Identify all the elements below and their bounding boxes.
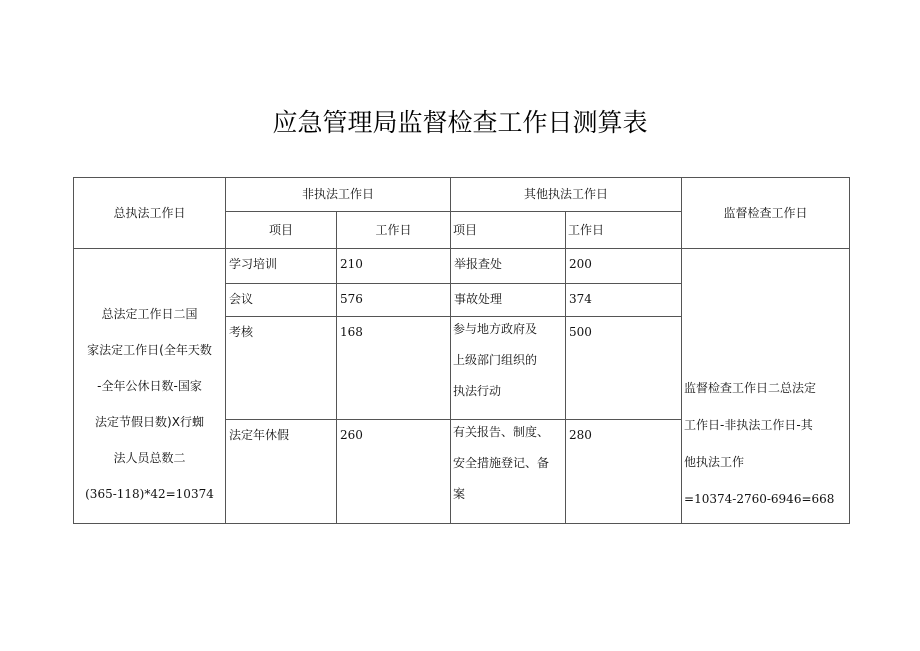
header-workdays: 工作日 (337, 212, 451, 249)
other-days: 500 (569, 325, 592, 339)
other-days: 280 (569, 428, 592, 442)
total-formula-line: 家法定工作日(全年天数 (87, 343, 212, 357)
non-days: 168 (340, 325, 363, 339)
other-item: 事故处理 (454, 292, 503, 306)
supervision-formula-line: 他执法工作 (684, 455, 745, 469)
header-item: 项目 (226, 212, 337, 249)
page-title: 应急管理局监督检查工作日测算表 (272, 108, 648, 137)
non-item: 考核 (229, 325, 254, 339)
non-item: 学习培训 (229, 257, 278, 271)
non-days: 210 (340, 257, 363, 271)
total-formula-line: 法定节假日数)X行蜘 (95, 415, 204, 429)
header-workdays-2: 工作日 (566, 212, 682, 249)
other-item-line: 执法行动 (453, 384, 502, 398)
header-row-1 (74, 178, 850, 212)
total-formula-line: 总法定工作日二国 (101, 307, 198, 321)
non-days: 260 (340, 428, 363, 442)
header-total: 总执法工作日 (74, 178, 226, 249)
non-days: 576 (340, 292, 363, 306)
supervision-formula-line: =10374-2760-6946=668 (684, 492, 835, 506)
total-formula-line: 法人员总数二 (113, 451, 186, 465)
supervision-formula-cell (682, 249, 850, 524)
other-days: 374 (569, 292, 592, 306)
header-supervision: 监督检查工作日 (682, 178, 850, 249)
other-item-line: 安全措施登记、备 (453, 456, 550, 470)
header-other-enforcement: 其他执法工作日 (451, 178, 682, 212)
non-item: 会议 (229, 292, 254, 306)
header-item-2: 项目 (451, 212, 566, 249)
total-formula-line: (365-118)*42=10374 (85, 487, 214, 501)
total-formula-line: -全年公休日数-国家 (97, 379, 202, 393)
other-item-line: 上级部门组织的 (453, 353, 538, 367)
non-item: 法定年休假 (229, 428, 290, 442)
supervision-formula-line: 监督检查工作日二总法定 (684, 381, 817, 395)
other-item-line: 参与地方政府及 (453, 322, 538, 336)
workday-table (73, 177, 850, 524)
table-row (74, 249, 850, 284)
other-item-line: 有关报告、制度、 (453, 425, 550, 439)
header-non-enforcement: 非执法工作日 (226, 178, 451, 212)
supervision-formula-line: 工作日-非执法工作日-其 (684, 418, 813, 432)
total-formula-cell (74, 249, 226, 524)
other-item-line: 案 (453, 487, 466, 501)
other-days: 200 (569, 257, 592, 271)
other-item: 举报查处 (454, 257, 503, 271)
